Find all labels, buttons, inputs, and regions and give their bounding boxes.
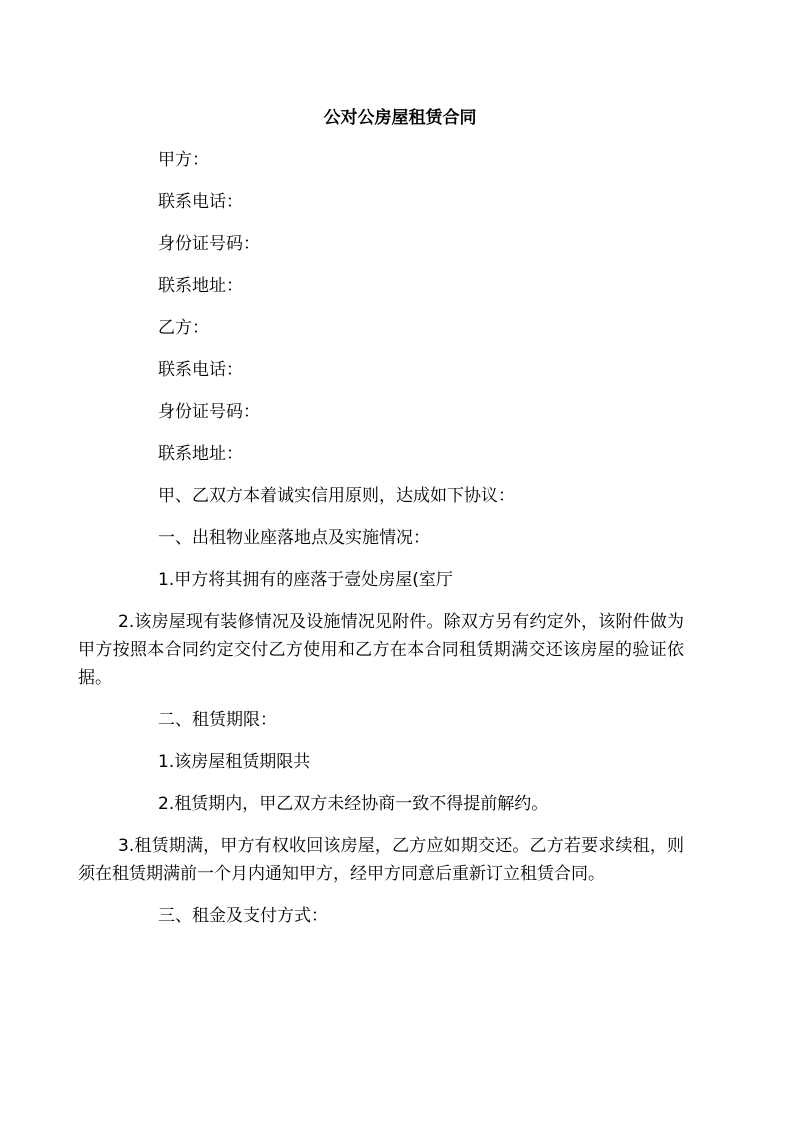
section-1-heading: 一、出租物业座落地点及实施情况： — [158, 528, 430, 548]
party-a-address-label: 联系地址： — [158, 276, 243, 296]
party-b-phone-label: 联系电话： — [158, 360, 243, 380]
party-a-phone-label: 联系电话： — [158, 192, 243, 212]
section-2-clause-2: 2.租赁期内，甲乙双方未经协商一致不得提前解约。 — [158, 794, 549, 814]
document-body — [78, 146, 684, 944]
section-2-clause-1: 1.该房屋租赁期限共 — [158, 752, 311, 772]
party-b-address-label: 联系地址： — [158, 444, 243, 464]
section-2-heading: 二、租赁期限： — [158, 710, 277, 730]
party-b-id-label: 身份证号码： — [158, 402, 260, 422]
section-3-heading: 三、租金及支付方式： — [158, 906, 328, 926]
agreement-intro: 甲、乙双方本着诚实信用原则，达成如下协议： — [158, 486, 515, 506]
section-2-clause-3: 3.租赁期满，甲方有权收回该房屋，乙方应如期交还。乙方若要求续租，则须在租赁期满前一个月内通知甲方，经甲方同意后重新订立租赁合同。 — [78, 836, 684, 884]
document-title: 公对公房屋租赁合同 — [323, 108, 477, 128]
section-1-clause-2: 2.该房屋现有装修情况及设施情况见附件。除双方另有约定外，该附件做为甲方按照本合同约定交付乙方使用和乙方在本合同租赁期满交还该房屋的验证依据。 — [78, 612, 684, 688]
party-a-label: 甲方： — [158, 150, 209, 170]
party-b-label: 乙方： — [158, 318, 209, 338]
section-1-clause-1: 1.甲方将其拥有的座落于壹处房屋(室厅 — [158, 570, 453, 590]
party-a-id-label: 身份证号码： — [158, 234, 260, 254]
